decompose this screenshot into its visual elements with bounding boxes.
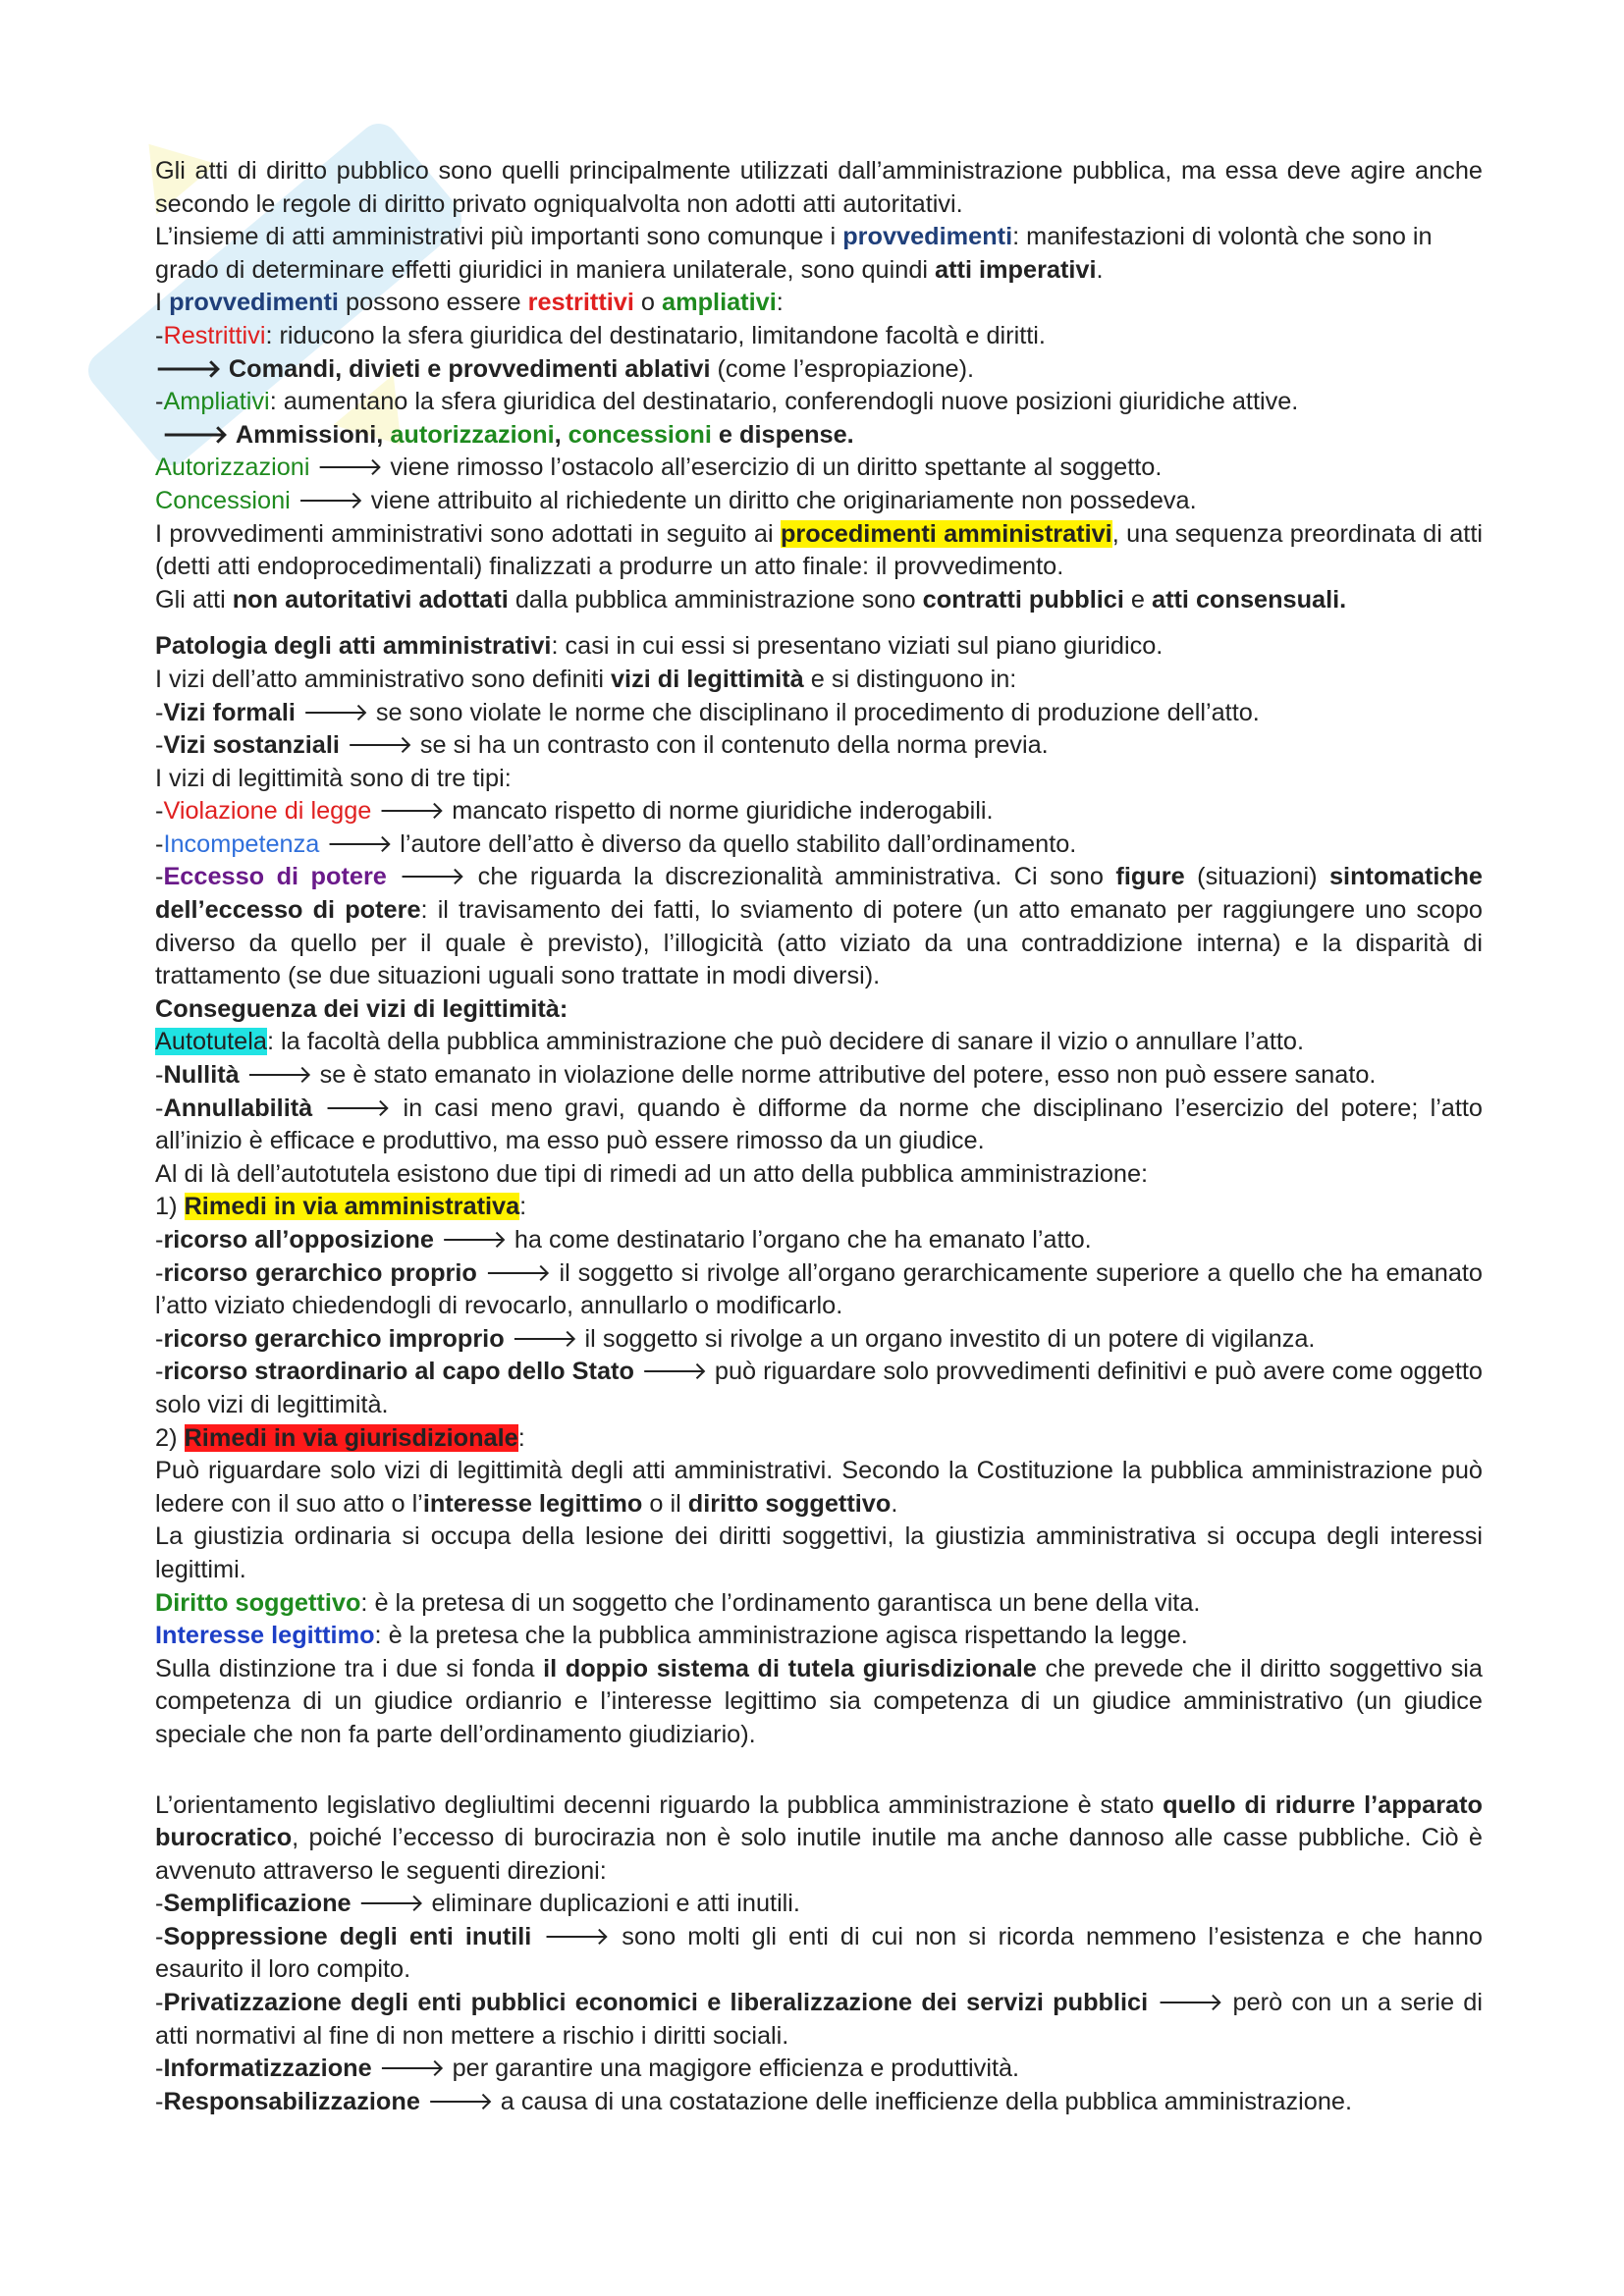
paragraph: I vizi di legittimità sono di tre tipi: [155,764,512,792]
term-provvedimenti: provvedimenti [842,223,1013,251]
definition: Autorizzazioni 🡒 viene rimosso l’ostacolo all’esercizio di un diritto spettante al soggetto. [155,454,1163,482]
paragraph: L’insieme di atti amministrativi più importanti sono comunque i provvedimenti: manifestazioni di volontà che sono in grado di determinare effetti giuridici in maniera unilaterale, sono quindi atti imperativi. [155,223,1433,284]
list-item: -Soppressione degli enti inutili 🡒 sono molti gli enti di cui non si ricorda nemmeno l’esistenza e che hanno esaurito il loro compito. [155,1922,1483,1984]
paragraph: Può riguardare solo vizi di legittimità degli atti amministrativi. Secondo la Costituzione la pubblica amministrazione può ledere con il suo atto o l’interesse legittimo o il diritto soggettivo. [155,1457,1483,1518]
list-item: 🡒 Comandi, divieti e provvedimenti ablativi (come l’espropiazione). [155,354,975,383]
list-item: -ricorso gerarchico proprio 🡒 il soggetto si rivolge all’organo gerarchicamente superiore a quello che ha emanato l’atto viziato chiedendogli di revocarlo, annullarlo o modificarlo. [155,1258,1483,1320]
list-item: -Restrittivi: riducono la sfera giuridica del destinatario, limitandone facoltà e diritti. [155,321,1046,349]
paragraph: I provvedimenti possono essere restrittivi o ampliativi: [155,289,784,317]
arrow-icon: 🡒 [297,486,364,514]
paragraph: Al di là dell’autotutela esistono due tipi di rimedi ad un atto della pubblica amministrazione: [155,1159,1149,1188]
arrow-icon: 🡒 [426,2087,494,2115]
arrow-icon: 🡒 [440,1226,508,1254]
highlight: Rimedi in via amministrativa [184,1193,520,1221]
list-item: -Semplificazione 🡒 eliminare duplicazioni e atti inutili. [155,1890,800,1918]
arrow-icon: 🡒 [543,1922,611,1950]
arrow-icon: 🡒 [399,863,466,891]
highlight: procedimenti amministrativi [780,519,1112,548]
arrow-icon: 🡒 [162,420,229,449]
definition: Concessioni 🡒 viene attribuito al richiedente un diritto che originariamente non possedeva. [155,486,1197,514]
arrow-icon: 🡒 [378,797,446,826]
list-item: -Violazione di legge 🡒 mancato rispetto di norme giuridiche inderogabili. [155,797,994,826]
arrow-icon: 🡒 [1157,1989,1224,2017]
list-item: -Nullità 🡒 se è stato emanato in violazione delle norme attributive del potere, esso non può essere sanato. [155,1061,1377,1090]
arrow-icon: 🡒 [316,454,384,482]
arrow-icon: 🡒 [346,731,413,760]
list-item: -Privatizzazione degli enti pubblici economici e liberalizzazione dei servizi pubblici 🡒 però con un a serie di atti normativi al fine di non mettere a rischio i diritti sociali. [155,1989,1483,2050]
arrow-icon: 🡒 [301,698,369,726]
section-heading: Patologia degli atti amministrativi: casi in cui essi si presentano viziati sul piano giuridico. [155,632,1164,661]
arrow-icon: 🡒 [357,1890,425,1918]
paragraph: I provvedimenti amministrativi sono adottati in seguito ai procedimenti amministrativi, una sequenza preordinata di atti (detti atti endoprocedimentali) finalizzati a produrre un atto finale: il provvedimento. [155,519,1483,581]
paragraph: Gli atti di diritto pubblico sono quelli principalmente utilizzati dall’amministrazione pubblica, ma essa deve agire anche secondo le regole di diritto privato ogniqualvolta non adotti atti autoritativi. [155,157,1483,218]
definition: Interesse legittimo: è la pretesa che la pubblica amministrazione agisca rispettando la legge. [155,1622,1188,1650]
arrow-icon: 🡒 [324,1094,392,1122]
list-heading: 2) Rimedi in via giurisdizionale: [155,1423,525,1452]
paragraph: L’orientamento legislativo degliultimi decenni riguardo la pubblica amministrazione è stato quello di ridurre l’apparato burocratico, poiché l’eccesso di burocirazia non è solo inutile inutile ma anche dannoso alle casse pubbliche. Ciò è avvenuto attraverso le seguenti direzioni: [155,1790,1483,1885]
arrow-icon: 🡒 [484,1258,552,1287]
paragraph: Gli atti non autoritativi adottati dalla pubblica amministrazione sono contratti pubblici e atti consensuali. [155,585,1347,614]
list-item: -ricorso straordinario al capo dello Stato 🡒 può riguardare solo provvedimenti definitivi e può avere come oggetto solo vizi di legittimità. [155,1358,1483,1418]
highlight: Autotutela [155,1028,267,1056]
arrow-icon: 🡒 [155,354,222,383]
list-item: -Responsabilizzazione 🡒 a causa di una costatazione delle inefficienze della pubblica amministrazione. [155,2087,1352,2115]
arrow-icon: 🡒 [640,1358,708,1386]
arrow-icon: 🡒 [326,829,394,858]
paragraph: Sulla distinzione tra i due si fonda il doppio sistema di tutela giurisdizionale che prevede che il diritto soggettivo sia competenza di un giudice ordianrio e l’interesse legittimo sia competenza di un giudice amministrativo (un giudice speciale che non fa parte dell’ordinamento giudiziario). [155,1654,1483,1748]
arrow-icon: 🡒 [245,1061,313,1090]
document-page [155,155,1483,2118]
list-item: -Vizi sostanziali 🡒 se si ha un contrasto con il contenuto della norma previa. [155,731,1049,760]
arrow-icon: 🡒 [378,2055,446,2083]
highlight: Rimedi in via giurisdizionale [184,1423,518,1452]
definition: Diritto soggettivo: è la pretesa di un soggetto che l’ordinamento garantisca un bene della vita. [155,1588,1201,1617]
list-item: -Vizi formali 🡒 se sono violate le norme che disciplinano il procedimento di produzione dell’atto. [155,698,1260,726]
section-heading: Conseguenza dei vizi di legittimità: [155,994,568,1023]
definition: Autotutela: la facoltà della pubblica amministrazione che può decidere di sanare il vizio o annullare l’atto. [155,1028,1304,1056]
paragraph: La giustizia ordinaria si occupa della lesione dei diritti soggettivi, la giustizia amministrativa si occupa degli interessi legittimi. [155,1522,1483,1583]
list-item: 🡒 Ammissioni, autorizzazioni, concessioni e dispense. [162,420,854,449]
arrow-icon: 🡒 [511,1324,578,1353]
paragraph: I vizi dell’atto amministrativo sono definiti vizi di legittimità e si distinguono in: [155,665,1017,693]
list-item: -Informatizzazione 🡒 per garantire una magigore efficienza e produttività. [155,2055,1020,2083]
list-item: -ricorso gerarchico improprio 🡒 il soggetto si rivolge a un organo investito di un potere di vigilanza. [155,1324,1316,1353]
list-item: -Eccesso di potere 🡒 che riguarda la discrezionalità amministrativa. Ci sono figure (situazioni) sintomatiche dell’eccesso di potere: il travisamento dei fatti, lo sviamento di potere (un atto emanato per raggiungere uno scopo diverso da quello per il quale è previsto), l’illogicità (atto viziato da una contraddizione interna) e la disparità di trattamento (se due situazioni uguali sono trattate in modi diversi). [155,863,1483,990]
list-heading: 1) Rimedi in via amministrativa: [155,1193,527,1221]
list-item: -Incompetenza 🡒 l’autore dell’atto è diverso da quello stabilito dall’ordinamento. [155,829,1077,858]
list-item: -ricorso all’opposizione 🡒 ha come destinatario l’organo che ha emanato l’atto. [155,1226,1092,1254]
list-item: -Ampliativi: aumentano la sfera giuridica del destinatario, conferendogli nuove posizioni giuridiche attive. [155,388,1299,416]
list-item: -Annullabilità 🡒 in casi meno gravi, quando è difforme da norme che disciplinano l’esercizio del potere; l’atto all’inizio è efficace e produttivo, ma esso può essere rimosso da un giudice. [155,1094,1484,1155]
